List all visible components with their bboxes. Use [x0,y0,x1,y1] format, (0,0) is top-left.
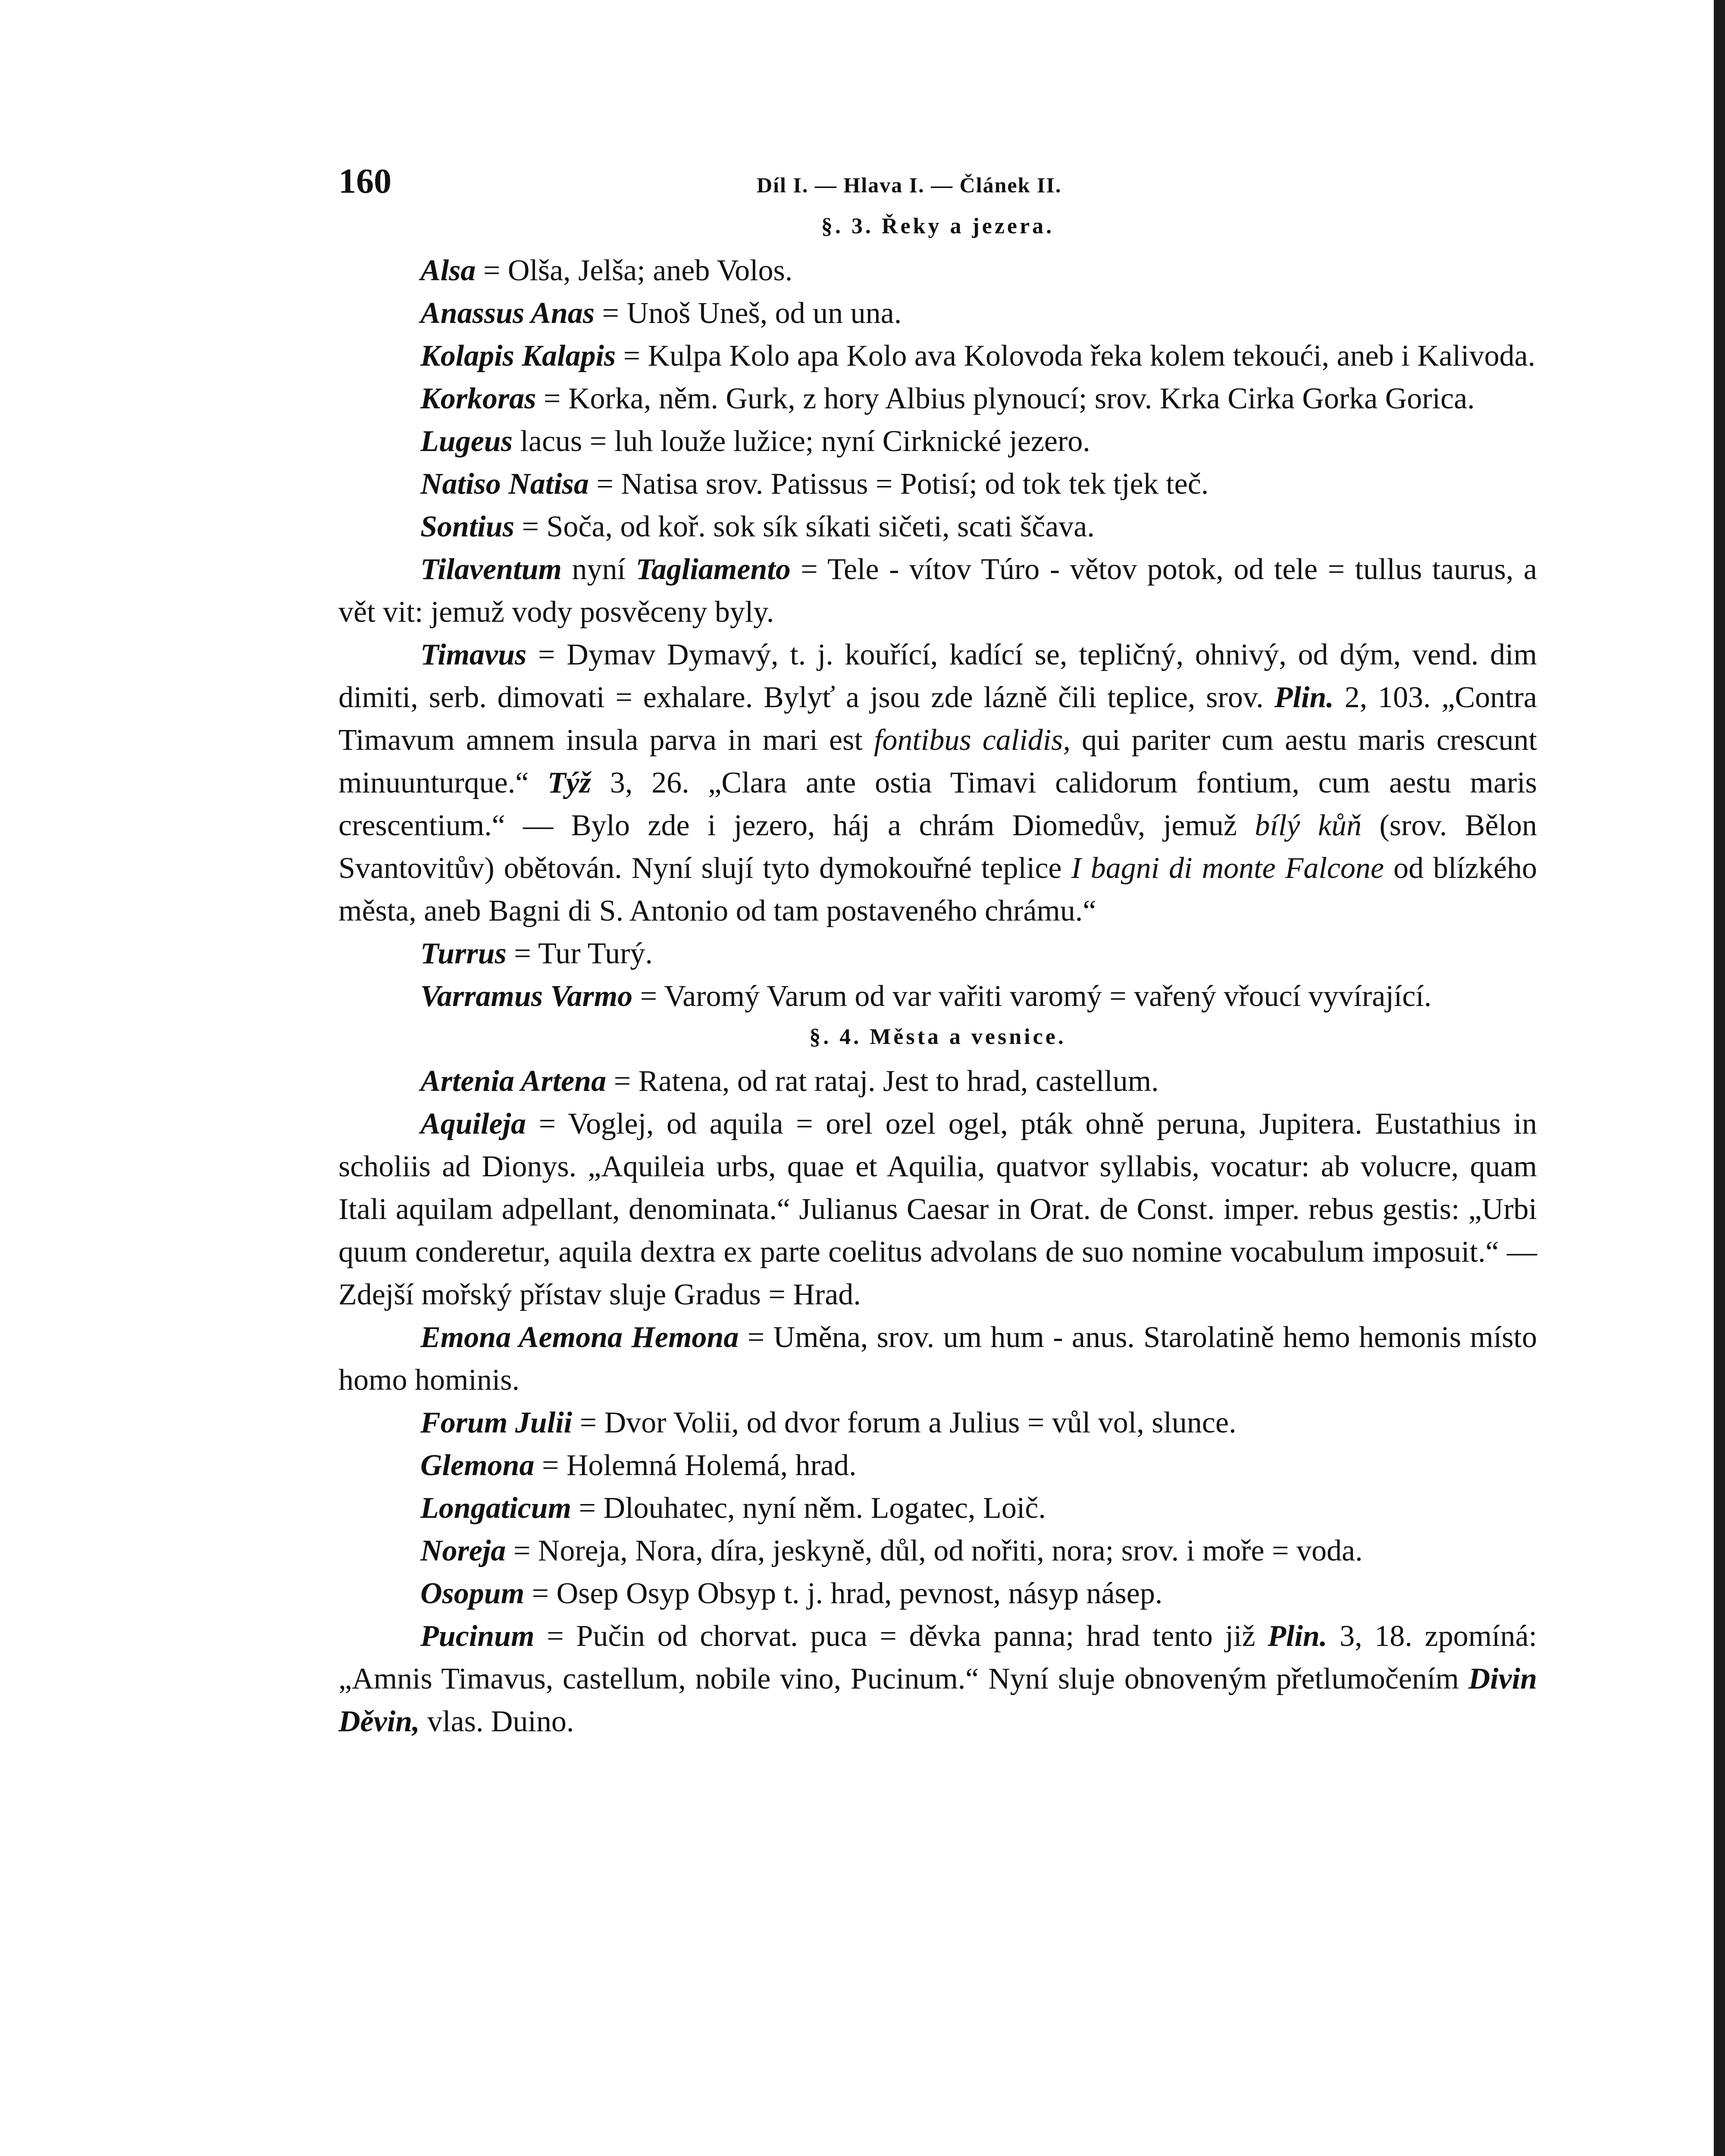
entry-text: = Dlouhatec, nyní něm. Logatec, Loič. [579,1492,1046,1525]
entry-alsa [338,249,1537,292]
entry-term: Emona Aemona Hemona [420,1321,739,1354]
entry-aquileja [338,1103,1537,1316]
italic-phrase: bílý kůň [1255,809,1362,842]
citation-ref: Plin. [1274,681,1334,714]
entry-term: Turrus [420,937,507,970]
entry-tilaventum [338,548,1537,633]
citation-ref: Plin. [1268,1620,1327,1653]
entry-term: Anassus Anas [420,297,595,330]
entry-text: = Tur Turý. [514,937,653,970]
entry-term: Glemona [420,1449,535,1482]
entry-term: Alsa [420,254,476,287]
entry-term: Natiso Natisa [420,467,589,501]
entry-text: = Holemná Holemá, hrad. [542,1449,857,1482]
italic-phrase: fontibus calidis, [873,724,1071,757]
italic-phrase: I bagni di monte Falcone [1071,852,1384,885]
entry-text: = Voglej, od aquila = orel ozel ogel, pták ohně peruna, Jupitera. Eustathius in scholiis ad Dionys. „Aquileia urbs, quae et Aquilia, quatvor syllabis, vocatur: ab volucre, quam Itali aquilam adpellant, denominata.“ Julianus Caesar in Orat. de Const. imper. rebus gestis: „Urbi quum conderetur, aquila dextra ex parte coelitus advolans de suo nomine vocabulum imposuit.“ — Zdejší mořský přístav sluje Gradus = Hrad. [338,1107,1537,1311]
entry-emona [338,1316,1537,1401]
entry-text: = Ratena, od rat rataj. Jest to hrad, castellum. [614,1065,1159,1098]
citation-ref: Divin Děvin, [338,1662,1537,1738]
entry-text: = Osep Osyp Obsyp t. j. hrad, pevnost, násyp násep. [532,1577,1163,1610]
entry-text: (srov. Bělon Svantovitův) obětován. Nyní slují tyto dymokouřné teplice [338,809,1537,885]
entry-pucinum [338,1615,1537,1743]
entry-glemona [338,1444,1537,1487]
page-body [338,160,1537,1743]
citation-ref: Týž [548,766,592,799]
entry-text: vlas. Duino. [427,1705,574,1738]
entry-longaticum [338,1487,1537,1529]
entry-term: Noreja [420,1534,506,1567]
entry-artenia [338,1060,1537,1103]
entry-timavus [338,633,1537,932]
entry-sontius [338,505,1537,548]
entry-text: = Unoš Uneš, od un una. [602,297,902,330]
entry-term-secondary: Tagliamento [636,553,791,586]
entry-term: Kolapis Kalapis [420,339,616,373]
entry-text: = Soča, od koř. sok sík síkati sičeti, scati ščava. [522,510,1095,543]
entry-term: Timavus [420,638,527,671]
entry-varramus [338,975,1537,1018]
entry-text: = Tele - vítov Túro - větov potok, od tele = tullus taurus, a vět vit: jemuž vody posvěceny byly. [338,553,1537,629]
entry-text: = Uměna, srov. um hum - anus. Starolatině hemo hemonis místo homo hominis. [338,1321,1537,1397]
entry-text: = Natisa srov. Patissus = Potisí; od tok tek tjek teč. [596,467,1209,501]
entry-term: Osopum [420,1577,525,1610]
entry-text: = Dvor Volii, od dvor forum a Julius = vůl vol, slunce. [579,1406,1237,1439]
entry-term: Lugeus [420,425,513,458]
page-number: 160 [338,161,391,201]
entry-text: 3, 26. „Clara ante ostia Timavi calidorum fontium, cum aestu maris crescentium.“ — Bylo zde i jezero, háj a chrám Diomedův, jemuž [338,766,1537,842]
entry-turrus [338,932,1537,975]
entry-text: = Olša, Jelša; aneb Volos. [483,254,793,287]
page-header [338,160,1537,211]
section-title-rivers: §. 3. Řeky a jezera. [821,214,1055,238]
entry-kolapis [338,335,1537,377]
entry-text: lacus = luh louže lužice; nyní Cirknické jezero. [520,425,1090,458]
entry-forum-julii [338,1401,1537,1444]
entry-natiso [338,463,1537,505]
entry-term: Tilaventum [420,553,562,586]
entry-korkoras [338,377,1537,420]
entry-osopum [338,1572,1537,1615]
entry-anassus [338,292,1537,335]
entry-text: 2, 103. „Contra Timavum amnem insula parva in mari est [338,681,1537,757]
scan-edge-right [1714,0,1725,2156]
entry-text: nyní [572,553,626,586]
running-head: Díl I. — Hlava I. — Článek II. [757,173,1062,197]
section-title-towns: §. 4. Města a vesnice. [809,1025,1066,1049]
entry-noreja [338,1529,1537,1572]
entry-text: = Korka, něm. Gurk, z hory Albius plynoucí; srov. Krka Cirka Gorka Gorica. [543,382,1475,415]
entry-text: = Noreja, Nora, díra, jeskyně, důl, od nořiti, nora; srov. i moře = voda. [513,1534,1363,1567]
entry-text: 3, 18. zpomíná: „Amnis Timavus, castellum, nobile vino, Pucinum.“ Nyní sluje obnoveným přetlumočením [338,1620,1537,1695]
entry-term: Varramus Varmo [420,980,633,1013]
entry-term: Korkoras [420,382,536,415]
entry-text: = Dymav Dymavý, t. j. kouřící, kadící se, tepličný, ohnivý, od dým, vend. dim dimiti, serb. dimovati = exhalare. Bylyť a jsou zde lázně čili teplice, srov. [338,638,1537,714]
entry-text: qui pariter cum aestu maris crescunt minuunturque.“ [338,724,1537,799]
entry-text: = Kulpa Kolo apa Kolo ava Kolovoda řeka kolem tekoući, aneb i Kalivoda. [623,339,1536,373]
entry-text: = Pučin od chorvat. puca = děvka panna; hrad tento již [547,1620,1255,1653]
entry-term: Aquileja [420,1107,526,1141]
entry-term: Pucinum [420,1620,535,1653]
entry-text: od blízkého města, aneb Bagni di S. Antonio od tam postaveného chrámu.“ [338,852,1537,928]
entry-term: Artenia Artena [420,1065,607,1098]
entry-term: Sontius [420,510,514,543]
entry-term: Forum Julii [420,1406,573,1439]
entry-term: Longaticum [420,1492,572,1525]
entry-text: = Varomý Varum od var vařiti varomý = vařený vřoucí vyvírající. [640,980,1432,1013]
entry-lugeus [338,420,1537,463]
